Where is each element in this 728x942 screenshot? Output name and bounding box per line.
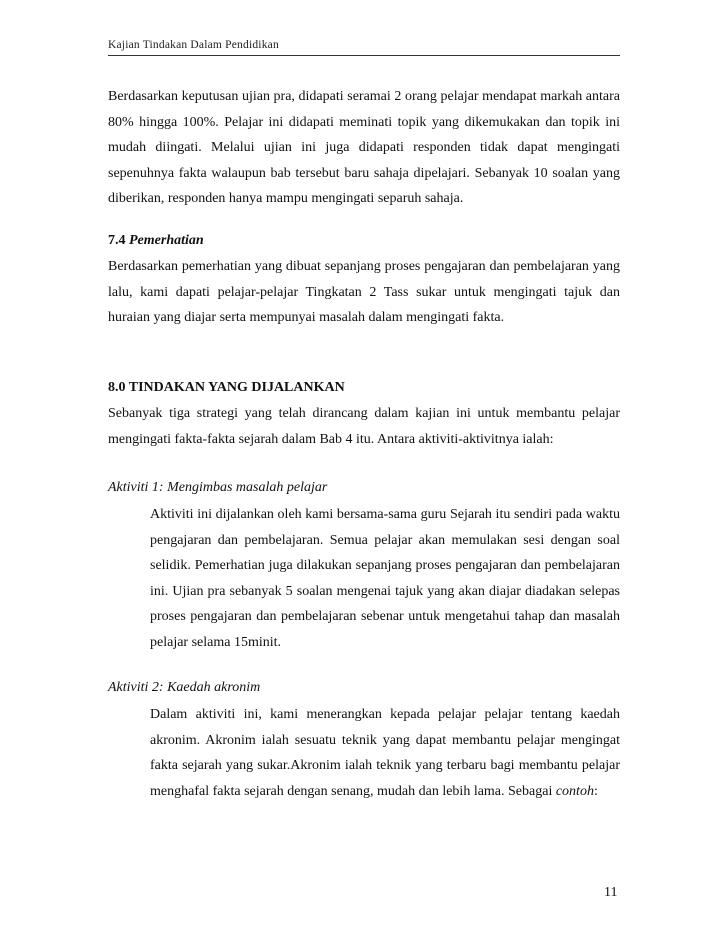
page-number: 11 — [604, 885, 618, 900]
example-word: contoh — [555, 783, 594, 799]
section-7-4-body: Berdasarkan pemerhatian yang dibuat sepanjang proses pengajaran dan pembelajaran yang lalu, kami dapati pelajar-pelajar Tingkatan 2 Tass sukar untuk mengingati tajuk dan huraian yang diajar serta mempunyai masalah dalam mengingati fakta. — [108, 259, 620, 325]
example-colon: : — [593, 783, 598, 799]
activity-2-text: Dalam aktiviti ini, kami menerangkan kepada pelajar pelajar tentang kaedah akronim. Akronim ialah sesuatu teknik yang dapat membantu pelajar mengingat fakta sejarah yang sukar.Akronim ialah teknik yang terbaru bagi membantu pelajar menghafal fakta sejarah dengan senang, mudah dan lebih lama. Sebagai — [150, 707, 620, 799]
activity-1-body: Aktiviti ini dijalankan oleh kami bersama-sama guru Sejarah itu sendiri pada waktu pengajaran dan pembelajaran. Semua pelajar akan memulakan sesi dengan soal selidik. Pemerhatian juga dilakukan sepanjang proses pengajaran dan pembelajaran ini. Ujian pra sebanyak 5 soalan mengenai tajuk yang akan diajar diadakan selepas proses pengajaran dan pembelajaran sebenar untuk mengetahui tahap dan masalah pelajar selama 15minit. — [150, 507, 620, 650]
intro-paragraph: Berdasarkan keputusan ujian pra, didapati seramai 2 orang pelajar mendapat markah antara 80% hingga 100%. Pelajar ini didapati meminati topik yang dikemukakan dan topik ini mudah diingati. Melalui ujian ini juga didapati responden tidak dapat mengingati sepenuhnya fakta walaupun bab tersebut baru sahaja dipelajari. Sebanyak 10 soalan yang diberikan, responden hanya mampu mengingati separuh sahaja. — [108, 89, 620, 206]
section-8-0-body: Sebanyak tiga strategi yang telah dirancang dalam kajian ini untuk membantu pelajar mengingati fakta-fakta sejarah dalam Bab 4 itu. Antara aktiviti-aktivitnya ialah: — [108, 406, 620, 447]
header-divider — [108, 55, 620, 56]
section-7-4-title: Pemerhatian — [129, 233, 204, 248]
activity-1-title: Aktiviti 1: Mengimbas masalah pelajar — [108, 480, 328, 495]
activity-2-title: Aktiviti 2: Kaedah akronim — [108, 680, 261, 695]
section-7-4-heading — [108, 233, 204, 249]
section-8-0-heading: 8.0 TINDAKAN YANG DIJALANKAN — [108, 380, 345, 395]
activity-2-body — [150, 702, 620, 804]
section-7-4-number: 7.4 — [108, 233, 126, 248]
running-header: Kajian Tindakan Dalam Pendidikan — [108, 39, 279, 51]
